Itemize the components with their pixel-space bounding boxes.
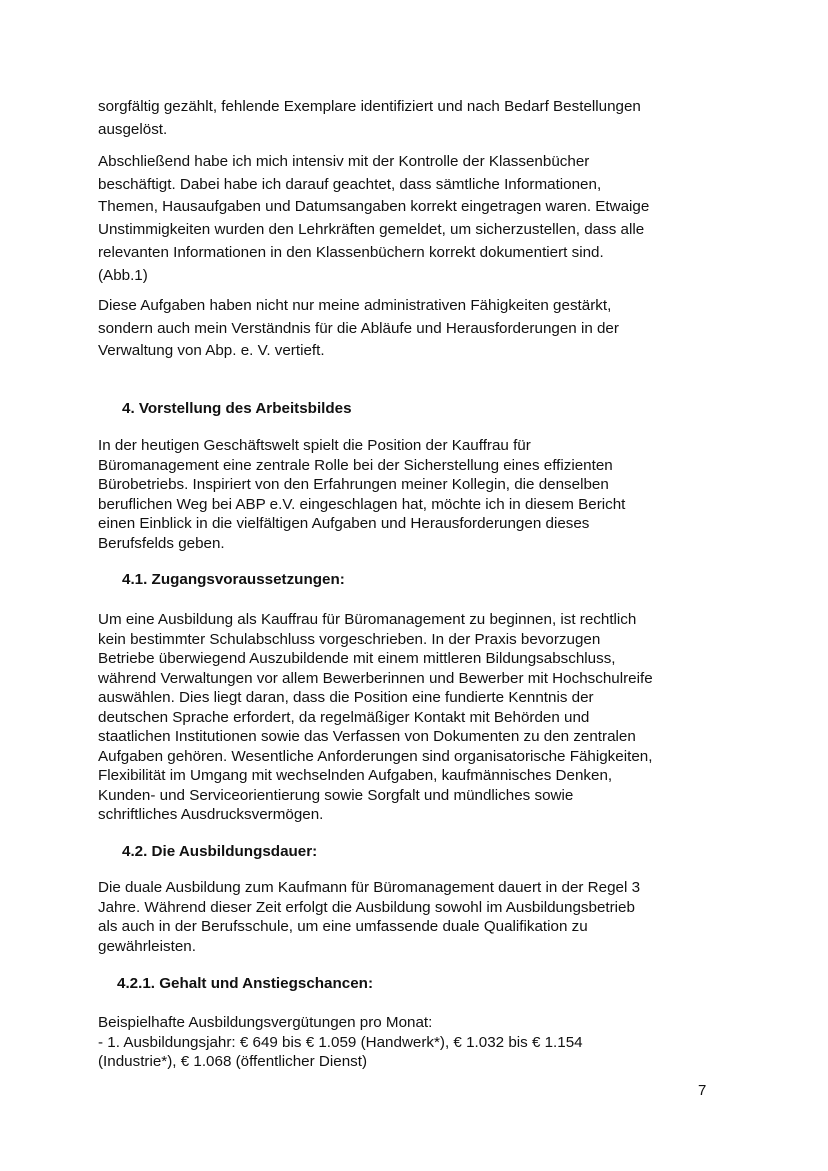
text-line: sorgfältig gezählt, fehlende Exemplare identifiziert und nach Bedarf Bestellungen — [98, 98, 641, 115]
text-line: deutschen Sprache erfordert, da regelmäßiger Kontakt mit Behörden und — [98, 708, 590, 726]
text-line: Themen, Hausaufgaben und Datumsangaben korrekt eingetragen waren. Etwaige — [98, 198, 650, 216]
paragraph — [98, 151, 649, 287]
paragraph — [98, 436, 625, 553]
text-line: staatlichen Institutionen sowie das Verfassen von Dokumenten zu den zentralen — [98, 728, 636, 745]
text-line: sondern auch mein Verständnis für die Abläufe und Herausforderungen in der — [98, 319, 619, 337]
paragraph — [98, 878, 640, 956]
text-line: Verwaltung von Abp. e. V. vertieft. — [98, 342, 325, 360]
heading-4-2-1: 4.2.1. Gehalt und Anstiegschancen: — [117, 975, 373, 992]
text-line: ausgelöst. — [98, 120, 168, 138]
text-line: relevanten Informationen in den Klassenbüchern korrekt dokumentiert sind. — [98, 243, 604, 261]
paragraph — [98, 96, 641, 141]
text-line: In der heutigen Geschäftswelt spielt die Position der Kauffrau für — [98, 437, 531, 454]
text-line: beschäftigt. Dabei habe ich darauf geachtet, dass sämtliche Informationen, — [98, 175, 602, 193]
heading-4-2: 4.2. Die Ausbildungsdauer: — [122, 843, 318, 860]
text-line: Kunden- und Serviceorientierung sowie Sorgfalt und mündliches sowie — [98, 786, 574, 804]
text-line: (Industrie*), € 1.068 (öffentlicher Dienst) — [98, 1053, 368, 1070]
text-line: einen Einblick in die vielfältigen Aufgaben und Herausforderungen dieses — [98, 515, 590, 532]
text-line: Um eine Ausbildung als Kauffrau für Büromanagement zu beginnen, ist rechtlich — [98, 611, 637, 628]
text-line: kein bestimmter Schulabschluss vorgeschrieben. In der Praxis bevorzugen — [98, 630, 601, 648]
text-line: Diese Aufgaben haben nicht nur meine administrativen Fähigkeiten gestärkt, — [98, 297, 612, 314]
text-line: Unstimmigkeiten wurden den Lehrkräften gemeldet, um sicherzustellen, dass alle — [98, 221, 645, 239]
text-line: Beispielhafte Ausbildungsvergütungen pro Monat: — [98, 1014, 433, 1031]
paragraph — [98, 295, 619, 363]
text-line: - 1. Ausbildungsjahr: € 649 bis € 1.059 (Handwerk*), € 1.032 bis € 1.154 — [98, 1033, 583, 1051]
text-line: gewährleisten. — [98, 937, 196, 955]
heading-4: 4. Vorstellung des Arbeitsbildes — [122, 400, 352, 417]
text-line: schriftliches Ausdrucksvermögen. — [98, 806, 324, 823]
text-line: Aufgaben gehören. Wesentliche Anforderungen sind organisatorische Fähigkeiten, — [98, 747, 653, 765]
text-line: beruflichen Weg bei ABP e.V. eingeschlagen hat, möchte ich in diesem Bericht — [98, 495, 626, 513]
text-line: Berufsfelds geben. — [98, 534, 225, 552]
text-line: Abschließend habe ich mich intensiv mit der Kontrolle der Klassenbücher — [98, 153, 590, 170]
text-line: als auch in der Berufsschule, um eine umfassende duale Qualifikation zu — [98, 918, 588, 935]
page-number: 7 — [698, 1082, 707, 1099]
text-line: Betriebe überwiegend Auszubildende mit einem mittleren Bildungsabschluss, — [98, 650, 616, 667]
heading-4-1: 4.1. Zugangsvoraussetzungen: — [122, 571, 345, 588]
text-line: Jahre. Während dieser Zeit erfolgt die Ausbildung sowohl im Ausbildungsbetrieb — [98, 898, 635, 916]
paragraph — [98, 1013, 583, 1072]
text-line: Flexibilität im Umgang mit wechselnden Aufgaben, kaufmännisches Denken, — [98, 767, 613, 784]
text-line: Die duale Ausbildung zum Kaufmann für Büromanagement dauert in der Regel 3 — [98, 879, 641, 896]
text-line: (Abb.1) — [98, 266, 148, 284]
text-line: Büromanagement eine zentrale Rolle bei der Sicherstellung eines effizienten — [98, 456, 613, 474]
text-line: während Verwaltungen vor allem Bewerberinnen und Bewerber mit Hochschulreife — [98, 669, 653, 687]
paragraph — [98, 610, 653, 825]
text-line: Bürobetriebs. Inspiriert von den Erfahrungen meiner Kollegin, die denselben — [98, 476, 609, 493]
text-line: auswählen. Dies liegt daran, dass die Position eine fundierte Kenntnis der — [98, 689, 594, 706]
